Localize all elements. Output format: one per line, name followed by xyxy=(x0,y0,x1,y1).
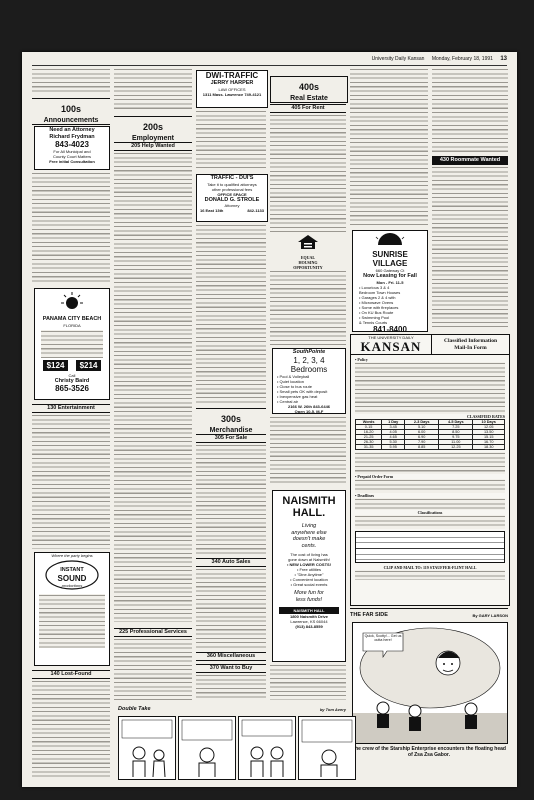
rates-cell: 18.30 xyxy=(473,445,505,450)
header-rule xyxy=(32,65,507,66)
rates-cell: 31-35 xyxy=(356,445,382,450)
col4-text-mid xyxy=(270,270,346,346)
want-to-buy-header xyxy=(196,664,266,673)
attorney-line: Free initial Consultation xyxy=(49,159,95,164)
feature-item: • Some with fireplaces xyxy=(359,304,399,310)
naismith-title: HALL. xyxy=(292,507,326,519)
rates-column-header: 10 Days xyxy=(473,420,505,425)
attorney-headline: Need an Attorney xyxy=(49,127,95,133)
feature-item: • On KU Bus Route xyxy=(359,309,394,315)
col2-help-wanted-text xyxy=(114,152,192,622)
kansan-masthead: KANSAN xyxy=(360,339,422,354)
naismith-body: gone down at Naismith! xyxy=(288,557,330,562)
comic-author: By GARY LARSON xyxy=(472,612,508,618)
traffic-office: OFFICE SPACE xyxy=(217,191,247,197)
traffic-dui-ad xyxy=(196,174,268,222)
section-label: 405 For Rent xyxy=(291,105,325,111)
southpointe-bedrooms: 1, 2, 3, 4 xyxy=(293,355,325,365)
feature-item: • Pool & Volleyball xyxy=(277,373,310,379)
far-side-header xyxy=(350,608,508,621)
col6-text-mid xyxy=(432,166,508,330)
col1-text-bottom xyxy=(32,680,110,780)
col2-text-bottom xyxy=(114,638,192,700)
section-label: 360 Miscellaneous xyxy=(206,653,256,659)
help-wanted-header xyxy=(114,142,192,151)
prof-services-header xyxy=(114,628,192,637)
sunrise-hours: Mon - Fri. 11-5 xyxy=(376,279,404,285)
form-subtitle: Mail-In Form xyxy=(454,344,487,351)
traffic-phone: 842-1133 xyxy=(247,208,264,213)
col3-text-top xyxy=(196,110,266,170)
comic-title: THE FAR SIDE xyxy=(350,611,388,618)
auto-sales-header xyxy=(196,558,266,567)
rates-table xyxy=(355,419,505,450)
rates-column-header: 1 Day xyxy=(382,420,405,425)
attorney-name: Richard Frydman xyxy=(49,133,95,140)
col4-text-lower xyxy=(270,416,346,486)
naismith-tagline: anywhere else xyxy=(291,529,327,536)
naismith-slogan: less funds! xyxy=(295,596,323,603)
rates-cell: 16-20 xyxy=(356,430,382,435)
sunrise-title: VILLAGE xyxy=(372,259,408,268)
issue-date: Monday, February 18, 1991 xyxy=(431,56,493,62)
southpointe-address: 2166 W. 26th 843-6446 xyxy=(287,403,331,409)
ad-copy-entry-area[interactable] xyxy=(355,531,505,563)
traffic-subtitle: Take it to qualified attorneys xyxy=(207,181,257,187)
naismith-title: NAISMITH xyxy=(282,495,336,507)
naismith-feature: • Convenient location xyxy=(290,577,328,582)
southpointe-hours: Open 10-5, M-F xyxy=(294,408,324,414)
prepaid-text xyxy=(355,479,505,493)
section-number: 200s xyxy=(142,122,164,132)
comic-panel-1 xyxy=(118,716,176,780)
rates-row xyxy=(356,445,505,450)
southpointe-ad xyxy=(272,348,346,414)
feature-item: • Small pets OK with deposit xyxy=(277,388,328,394)
sun-icon xyxy=(57,291,87,311)
col1-text-top xyxy=(32,68,110,94)
col1-text-mid xyxy=(32,172,110,284)
masthead-small: THE UNIVERSITY DAILY xyxy=(368,335,414,340)
section-label: Announcements xyxy=(43,117,99,124)
rates-cell: 4.05 xyxy=(382,430,405,435)
traffic-subtitle: other professional fees xyxy=(211,186,253,192)
rates-cell: 6.90 xyxy=(405,435,439,440)
instant-sound-body xyxy=(39,594,105,648)
rates-title: CLASSIFIED RATES xyxy=(466,414,505,419)
paper-name: University Daily Kansan xyxy=(371,56,425,62)
dwi-traffic-ad xyxy=(196,70,268,108)
naismith-feature: • Great social events xyxy=(290,582,328,587)
section-number: 300s xyxy=(220,414,242,424)
naismith-hall-ad xyxy=(272,490,346,662)
section-label: 430 Roommate Wanted xyxy=(439,157,501,163)
section-label: 225 Professional Services xyxy=(119,629,187,635)
sunrise-phone: 841-8400 xyxy=(373,324,407,334)
traffic-title: TRAFFIC - DUI'S xyxy=(210,175,254,181)
naismith-slogan: More fun for xyxy=(294,590,324,596)
col1-text-entertainment xyxy=(32,414,110,549)
col3-text-bottom xyxy=(196,674,266,700)
house-icon xyxy=(297,234,319,250)
sunrise-address: 660 Gateway Ct xyxy=(375,268,405,273)
far-side-panel xyxy=(352,622,508,744)
col5-text-top xyxy=(350,68,428,226)
rates-cell: 7.25 xyxy=(439,425,473,430)
panama-body xyxy=(41,330,103,358)
panama-subtitle: FLORIDA xyxy=(63,322,81,328)
feature-item: • Inexpensive gas heat xyxy=(277,393,318,399)
rates-cell: 26-30 xyxy=(356,440,382,445)
brand-line: INSTANT xyxy=(60,567,84,573)
section-label: 340 Auto Sales xyxy=(211,559,251,565)
prepaid-heading: • Prepaid Order Form xyxy=(355,474,394,479)
deadlines-text xyxy=(355,498,505,510)
naismith-city: Lawrence, KS 66044 xyxy=(290,619,328,624)
section-label: Merchandise xyxy=(209,427,253,434)
feature-item: • Close to bus route xyxy=(277,383,312,389)
equal-housing-ad xyxy=(284,234,332,270)
for-sale-header xyxy=(196,434,266,443)
sunrise-icon xyxy=(370,233,410,245)
col4-text-bottom xyxy=(270,664,346,700)
panama-title: PANAMA CITY BEACH xyxy=(42,316,102,322)
panama-city-ad xyxy=(34,288,110,400)
section-label: 140 Lost-Found xyxy=(50,671,92,677)
rates-cell: 0-15 xyxy=(356,425,382,430)
ad-tagline: Where the party begins xyxy=(51,553,93,558)
naismith-tagline: doesn't make xyxy=(292,536,326,542)
rates-cell: 5.30 xyxy=(382,440,405,445)
col2-text-top xyxy=(114,68,192,112)
attorney-phone: 843-4023 xyxy=(55,140,89,149)
col3-text-mid xyxy=(196,224,266,404)
rates-cell: 13.50 xyxy=(473,430,505,435)
price-badge: $124 xyxy=(43,360,69,371)
rates-cell: 8.50 xyxy=(439,430,473,435)
panama-phone: 865-3526 xyxy=(55,384,89,393)
brand-line: SOUND xyxy=(57,573,87,583)
panama-contact-name: Christy Baird xyxy=(54,377,90,384)
rates-cell: 16.70 xyxy=(473,440,505,445)
rates-cell: 15.15 xyxy=(473,435,505,440)
merchandise-header xyxy=(196,408,266,435)
naismith-feature: • "Dine Anytime" xyxy=(294,572,324,577)
comic-author: by Tom Avery xyxy=(319,706,346,712)
traffic-lawyer-name: DONALD G. STROLE xyxy=(204,196,260,203)
for-rent-header xyxy=(270,104,346,113)
dwi-subtitle: LAW OFFICES xyxy=(218,86,246,92)
feature-item: • Garages 2 & 4 with xyxy=(359,294,396,300)
policy-text xyxy=(355,362,505,414)
naismith-logo: NAISMITH HALL xyxy=(279,607,339,614)
page-number: 13 xyxy=(500,56,507,62)
rates-cell: 5.10 xyxy=(405,425,439,430)
rates-cell: 11.00 xyxy=(439,440,473,445)
brand-line: productions xyxy=(61,582,83,588)
rates-cell: 4.65 xyxy=(382,435,405,440)
mail-to-line: CLIP AND MAIL TO: 119 STAUFFER-FLINT HALL xyxy=(383,565,477,570)
equal-housing-line: HOUSING xyxy=(298,260,318,265)
double-take-strip xyxy=(118,716,346,778)
naismith-address: 1800 Naismith Drive xyxy=(289,614,329,619)
price-badge: $214 xyxy=(76,360,102,371)
feature-item: • Luxurious 3 & 4 xyxy=(359,284,390,290)
lost-found-header xyxy=(32,670,110,679)
double-take-header xyxy=(118,704,346,714)
rates-cell: 9.75 xyxy=(439,435,473,440)
employment-header xyxy=(114,116,192,143)
traffic-role: Attorney xyxy=(224,203,240,208)
comic-panel-4 xyxy=(298,716,356,780)
classifications-list xyxy=(355,515,505,529)
panama-call-label: Call xyxy=(68,372,76,378)
classifications-heading: Classifications xyxy=(417,510,443,515)
naismith-feature: • NEW LOWER COSTS! xyxy=(286,562,332,567)
feature-item: & Tennis Courts xyxy=(359,319,388,325)
section-label: Real Estate xyxy=(290,95,328,102)
comic-panel-2 xyxy=(178,716,236,780)
naismith-tagline: Living xyxy=(301,523,317,529)
section-label: 205 Help Wanted xyxy=(131,143,175,149)
feature-item: • Microwave Ovens xyxy=(359,299,394,305)
entertainment-header xyxy=(32,404,110,413)
section-label: Employment xyxy=(131,135,174,142)
roommate-header xyxy=(432,156,508,165)
col6-text-top xyxy=(432,68,508,152)
rates-cell: 6.00 xyxy=(405,430,439,435)
feature-item: • Quiet location xyxy=(277,378,304,384)
comic-title: Double Take xyxy=(118,705,151,712)
far-side-caption: The crew of the Starship Enterprise encounters the floating head of Zsa Zsa Gabor. xyxy=(352,746,506,758)
feature-item: • Central air xyxy=(277,398,298,404)
rates-cell: 12.25 xyxy=(439,445,473,450)
equal-housing-line: OPPORTUNITY xyxy=(293,265,323,270)
form-title: Classified Information xyxy=(443,338,497,344)
comic-panel-3 xyxy=(238,716,296,780)
section-label: 305 For Sale xyxy=(214,435,248,441)
sunrise-leasing: Now Leasing for Fall xyxy=(363,273,417,279)
dwi-lawyer-name: JERRY HARPER xyxy=(210,80,254,86)
rates-cell: 12.05 xyxy=(473,425,505,430)
sunrise-village-ad xyxy=(352,230,428,332)
rates-column-header: 4-5 Days xyxy=(439,420,473,425)
rates-cell: 3.45 xyxy=(382,425,405,430)
southpointe-bedrooms-label: Bedrooms xyxy=(290,364,328,374)
dwi-title: DWI-TRAFFIC xyxy=(205,71,259,80)
classified-mail-in-form xyxy=(350,334,510,606)
attorney-line: County Court Matters xyxy=(52,154,91,159)
real-estate-header xyxy=(270,76,348,103)
traffic-address: 16 East 13th xyxy=(200,208,224,213)
rates-column-header: 2-3 Days xyxy=(405,420,439,425)
col3-auto-text xyxy=(196,568,266,648)
deadlines-heading: • Deadlines xyxy=(355,493,375,498)
naismith-body: The cost of living has xyxy=(290,552,328,557)
equal-housing-line: EQUAL xyxy=(300,255,316,260)
rates-cell: 7.90 xyxy=(405,440,439,445)
page-header xyxy=(22,56,507,62)
rates-cell: 21-25 xyxy=(356,435,382,440)
feature-item: • Swimming Pool xyxy=(359,314,390,320)
naismith-feature: • Free utilities xyxy=(296,567,322,572)
southpointe-brand: SouthPointe xyxy=(292,349,326,355)
naismith-phone: (913) 843-8559 xyxy=(295,624,323,629)
announcements-header xyxy=(32,98,110,125)
feature-item: Bedroom Town Houses xyxy=(359,289,401,295)
rates-cell: 8.85 xyxy=(405,445,439,450)
speech-bubble-text: Quick, Scotty!... Get us outta here! xyxy=(364,634,402,643)
instant-sound-ad xyxy=(34,552,110,666)
col3-for-sale-text xyxy=(196,444,266,554)
rates-cell: 5.95 xyxy=(382,445,405,450)
policy-heading: • Policy xyxy=(355,357,368,362)
rates-notes xyxy=(355,452,505,474)
section-number: 400s xyxy=(298,82,320,92)
newspaper-page xyxy=(22,52,517,787)
dwi-address: 1311 Mass. Lawrence 749-4121 xyxy=(202,91,262,97)
form-address-fields xyxy=(355,570,505,580)
attorney-line: For All Municipal and xyxy=(53,149,91,154)
misc-header xyxy=(196,652,266,661)
section-number: 100s xyxy=(60,104,82,114)
sunrise-title: SUNRISE xyxy=(372,250,408,259)
attorney-ad xyxy=(34,126,110,170)
col4-text-top xyxy=(270,114,346,232)
section-label: 130 Entertainment xyxy=(47,405,95,411)
naismith-tagline: cents. xyxy=(301,542,317,549)
rates-column-header: Words xyxy=(356,420,382,425)
section-label: 370 Want to Buy xyxy=(209,665,253,671)
